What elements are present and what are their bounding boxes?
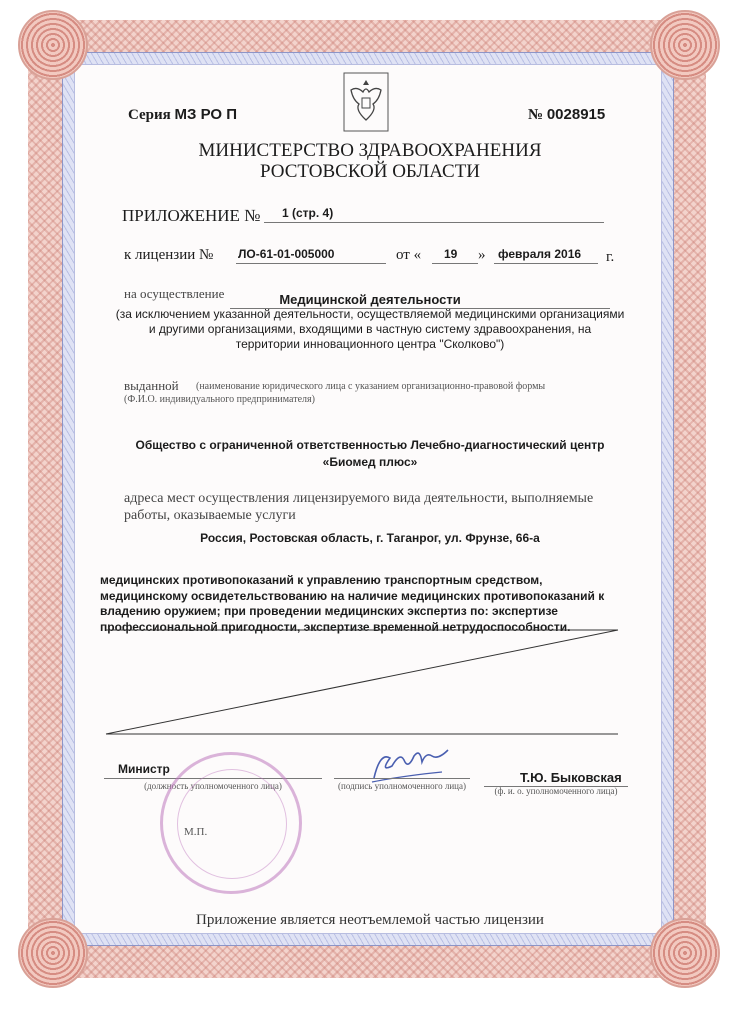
handwritten-signature-icon — [368, 746, 458, 786]
license-year-suffix: г. — [606, 249, 615, 265]
activity-desc-line3: территории инновационного центра "Сколково") — [235, 337, 505, 351]
activity-label: на осуществление — [124, 286, 225, 301]
activity-underline — [230, 308, 610, 309]
series-label: Серия — [128, 107, 171, 123]
ministry-title-line2: РОСТОВСКОЙ ОБЛАСТИ — [259, 161, 481, 182]
corner-rosette-bottom-left — [18, 918, 88, 988]
name-caption: (ф. и. о. уполномоченного лица) — [494, 786, 618, 796]
sign-underline — [334, 778, 470, 779]
issued-label: выданной — [124, 378, 179, 393]
signatory-name: Т.Ю. Быковская — [520, 770, 622, 785]
license-number-underline — [236, 263, 386, 264]
license-day-close: » — [478, 247, 486, 263]
services-line4: профессиональной пригодности, экспертизе временной нетрудоспособности. — [100, 619, 571, 634]
license-day-underline — [432, 263, 478, 264]
corner-rosette-top-left — [18, 10, 88, 80]
license-from-label: от « — [396, 247, 422, 263]
license-prefix: к лицензии № — [124, 247, 214, 263]
appendix-label: ПРИЛОЖЕНИЕ № — [122, 206, 261, 225]
address-value: Россия, Ростовская область, г. Таганрог, ул. Фрунзе, 66-а — [200, 531, 540, 545]
footer-note: Приложение является неотъемлемой частью лицензии — [196, 912, 544, 928]
address-label-line2: работы, оказываемые услуги — [124, 508, 296, 523]
coat-of-arms-icon — [343, 72, 389, 132]
activity-desc-line2: и другими организациями, входящими в частную систему здравоохранения, на — [148, 322, 592, 336]
license-number: ЛО-61-01-005000 — [238, 247, 335, 261]
position-caption: (должность уполномоченного лица) — [144, 781, 282, 791]
sign-caption: (подпись уполномоченного лица) — [338, 781, 466, 791]
activity-desc-line1: (за исключением указанной деятельности, осуществляемой медицинскими организациями — [115, 307, 625, 321]
number-value: 0028915 — [546, 106, 606, 123]
organization-name-line1: Общество с ограниченной ответственностью Лечебно-диагностический центр — [135, 438, 605, 452]
blank-space-z-line — [96, 624, 626, 744]
license-month-year: февраля 2016 — [498, 247, 582, 261]
signatory-position: Министр — [118, 762, 170, 776]
issued-note-line2: (Ф.И.О. индивидуального предпринимателя) — [124, 394, 315, 405]
activity-name: Медицинской деятельности — [279, 292, 461, 307]
services-line3: владению оружием; при проведении медицинских экспертиз по: экспертизе — [100, 604, 558, 618]
license-date-underline — [494, 263, 598, 264]
services-line2: медицинскому освидетельствованию на наличие медицинских противопоказаний к — [100, 588, 605, 603]
corner-rosette-bottom-right — [650, 918, 720, 988]
license-day: 19 — [444, 247, 458, 261]
organization-name-line2: «Биомед плюс» — [322, 455, 418, 469]
ministry-title-line1: МИНИСТЕРСТВО ЗДРАВООХРАНЕНИЯ — [198, 140, 542, 161]
address-label-line1: адреса мест осуществления лицензируемого вида деятельности, выполняемые — [124, 491, 594, 506]
seal-label: М.П. — [184, 826, 208, 838]
corner-rosette-top-right — [650, 10, 720, 80]
services-line1: медицинских противопоказаний к управлению транспортным средством, — [100, 573, 543, 587]
number-label: № — [528, 107, 544, 123]
appendix-underline — [264, 222, 604, 223]
appendix-value: 1 (стр. 4) — [282, 206, 334, 220]
series-value: МЗ РО П — [174, 106, 238, 123]
official-stamp-icon — [160, 752, 302, 894]
issued-note-line1: (наименование юридического лица с указанием организационно-правовой формы — [196, 381, 546, 392]
